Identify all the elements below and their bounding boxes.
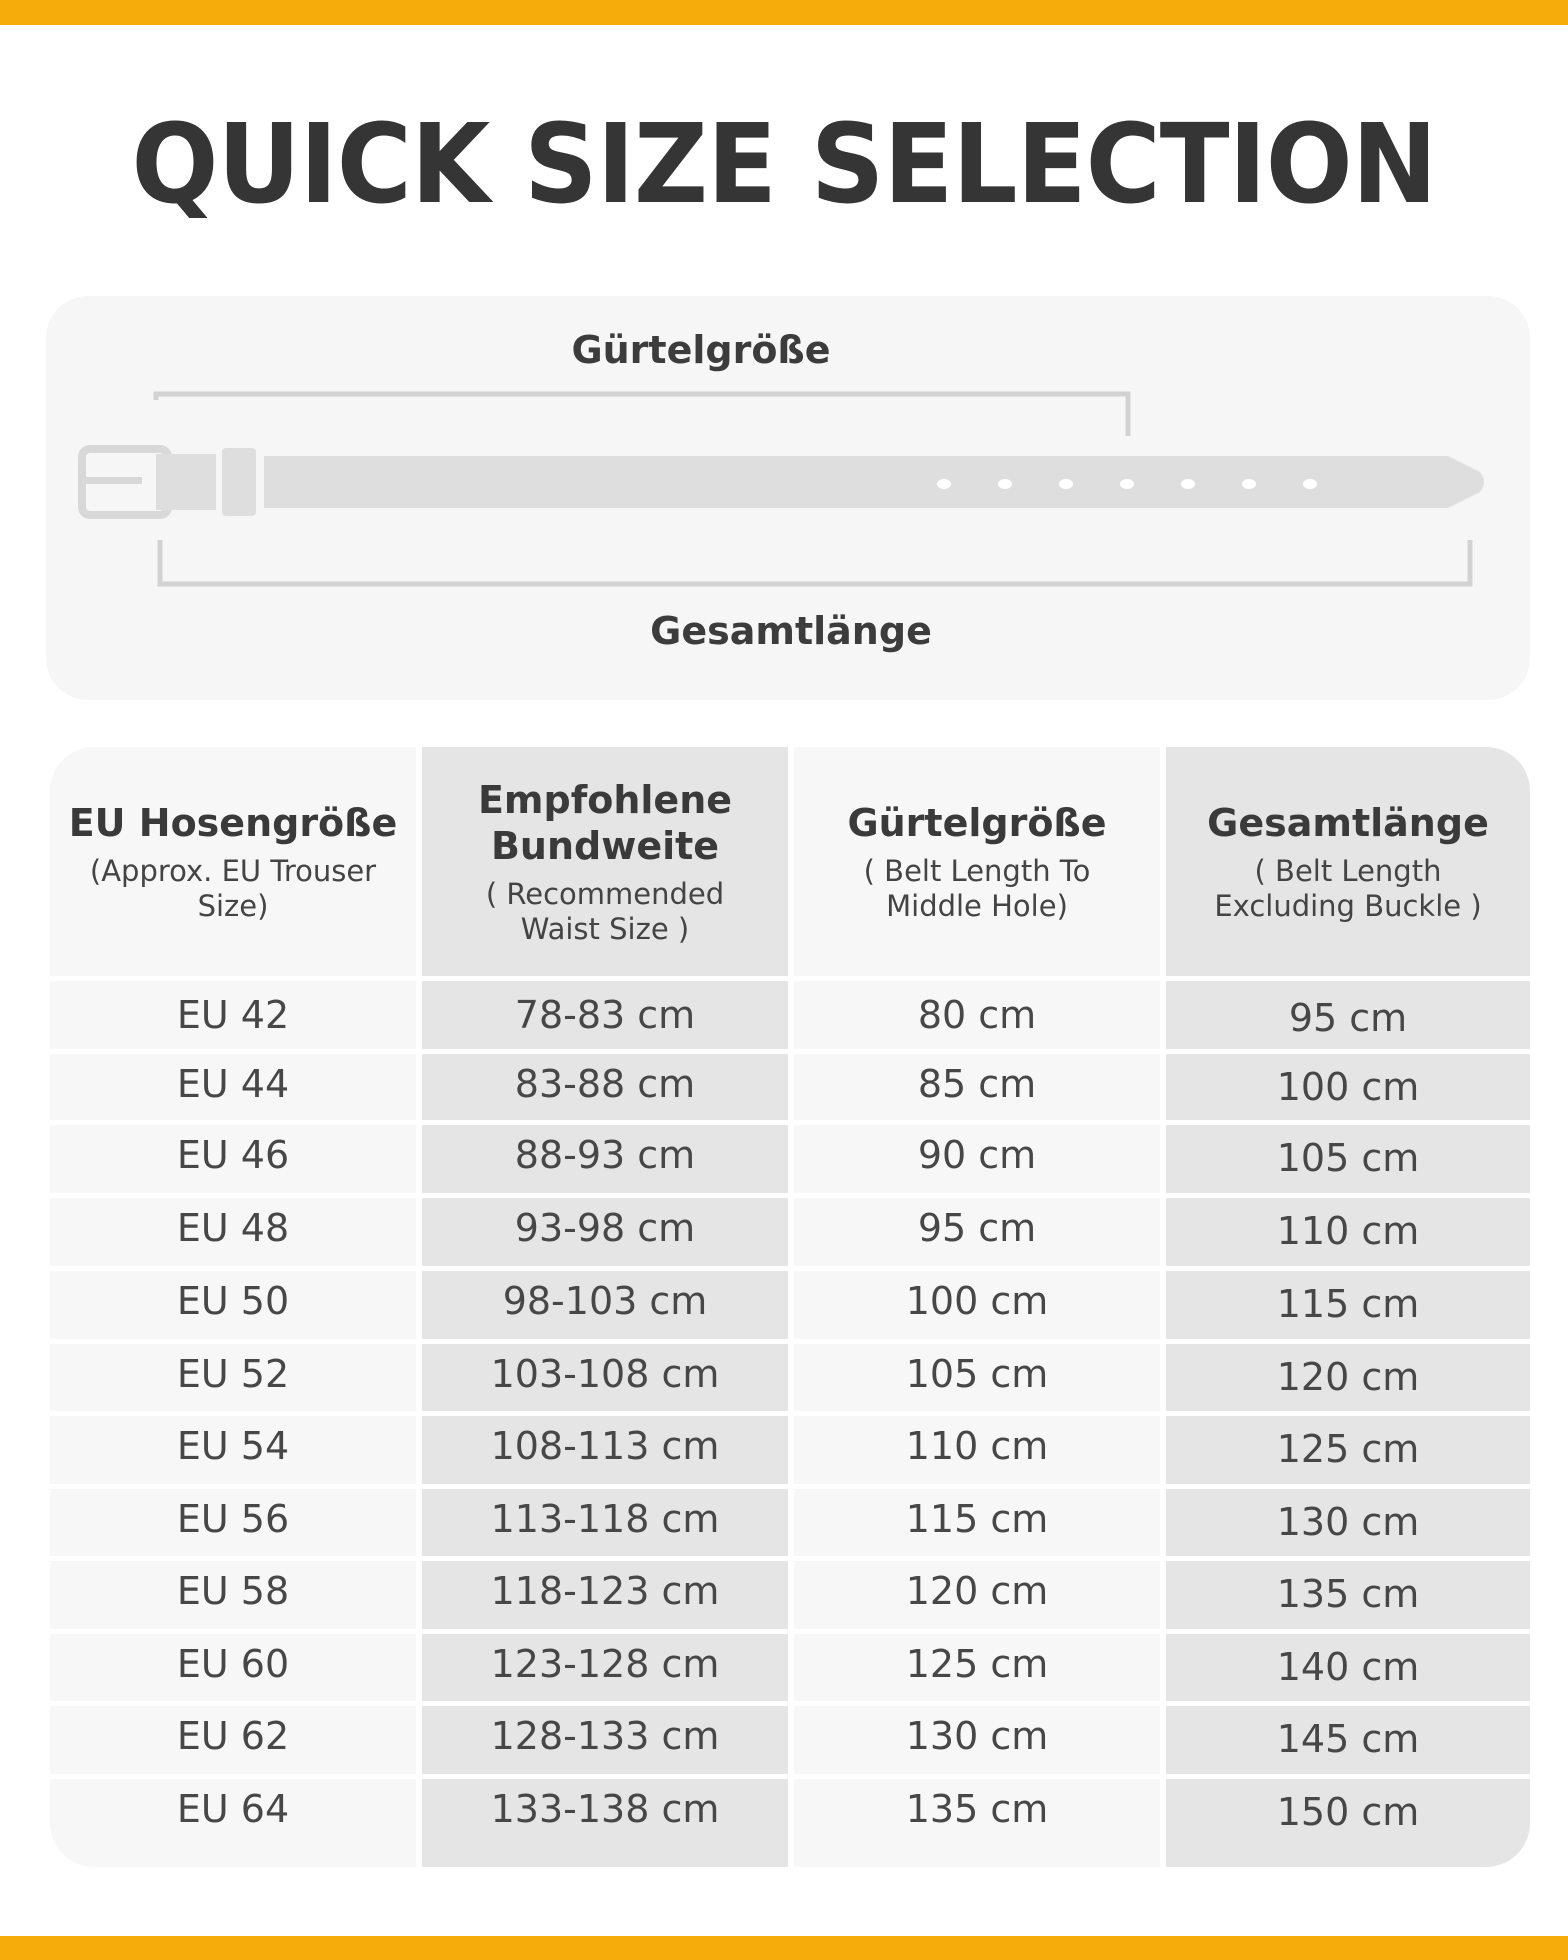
table-cell: 105 cm [905, 1352, 1049, 1396]
header-waist-size: Empfohlene Bundweite ( Recommended Waist Size ) [477, 778, 733, 946]
page-title: QUICK SIZE SELECTION [131, 100, 1437, 228]
table-cell: 85 cm [917, 1062, 1037, 1106]
table-cell: EU 58 [176, 1569, 290, 1613]
table-cell: 78-83 cm [514, 993, 696, 1037]
table-cell: 105 cm [1276, 1136, 1420, 1180]
header-total-length: Gesamtlänge ( Belt Length Excluding Buckle ) [1207, 801, 1489, 923]
belt-diagram [46, 296, 1530, 700]
table-cell: 110 cm [905, 1424, 1049, 1468]
header-belt-size: Gürtelgröße ( Belt Length To Middle Hole) [847, 801, 1107, 923]
bottom-accent-bar [0, 1936, 1568, 1960]
table-cell: 120 cm [1276, 1355, 1420, 1399]
table-cell: 108-113 cm [490, 1424, 720, 1468]
table-cell: 128-133 cm [490, 1714, 720, 1758]
table-cell: 95 cm [1288, 996, 1408, 1040]
table-cell: 145 cm [1276, 1717, 1420, 1761]
table-cell: 123-128 cm [490, 1642, 720, 1686]
belt-size-bracket [156, 394, 1128, 436]
table-cell: 113-118 cm [490, 1497, 720, 1541]
table-cell: 135 cm [905, 1787, 1049, 1831]
table-cell: 95 cm [917, 1206, 1037, 1250]
top-accent-bar [0, 0, 1568, 25]
belt-base [156, 454, 216, 510]
table-cell: 130 cm [1276, 1500, 1420, 1544]
table-cell: 103-108 cm [490, 1352, 720, 1396]
table-cell: EU 62 [176, 1714, 290, 1758]
table-cell: EU 48 [176, 1206, 290, 1250]
table-cell: 98-103 cm [502, 1279, 708, 1323]
table-cell: 110 cm [1276, 1209, 1420, 1253]
column-divider [1160, 747, 1166, 1867]
table-cell: EU 50 [176, 1279, 290, 1323]
table-cell: 130 cm [905, 1714, 1049, 1758]
table-cell: 125 cm [905, 1642, 1049, 1686]
table-cell: 88-93 cm [514, 1133, 696, 1177]
table-cell: 125 cm [1276, 1427, 1420, 1471]
table-cell: 80 cm [917, 993, 1037, 1037]
table-cell: 115 cm [1276, 1282, 1420, 1326]
table-cell: 90 cm [917, 1133, 1037, 1177]
table-cell: EU 60 [176, 1642, 290, 1686]
belt-loop [222, 448, 256, 516]
table-cell: 140 cm [1276, 1645, 1420, 1689]
belt-strap [264, 456, 1484, 508]
column-eu-size [50, 747, 416, 1867]
table-cell: 100 cm [905, 1279, 1049, 1323]
table-cell: EU 56 [176, 1497, 290, 1541]
table-cell: EU 54 [176, 1424, 290, 1468]
belt-size-label: Gürtelgröße [571, 328, 831, 372]
column-divider [416, 747, 422, 1867]
size-table [50, 747, 1530, 1867]
table-cell: 100 cm [1276, 1065, 1420, 1109]
table-cell: 150 cm [1276, 1790, 1420, 1834]
table-cell: 118-123 cm [490, 1569, 720, 1613]
column-waist-size [422, 747, 788, 1867]
table-cell: 120 cm [905, 1569, 1049, 1613]
table-cell: EU 42 [176, 993, 290, 1037]
table-cell: 135 cm [1276, 1572, 1420, 1616]
table-cell: EU 64 [176, 1787, 290, 1831]
column-total-length [1166, 747, 1530, 1867]
table-cell: 93-98 cm [514, 1206, 696, 1250]
column-divider [788, 747, 794, 1867]
table-cell: EU 52 [176, 1352, 290, 1396]
table-cell: EU 44 [176, 1062, 290, 1106]
table-cell: 115 cm [905, 1497, 1049, 1541]
table-cell: 83-88 cm [514, 1062, 696, 1106]
header-eu-size: EU Hosengröße (Approx. EU Trouser Size) [68, 801, 398, 923]
column-belt-size [794, 747, 1160, 1867]
total-length-label: Gesamtlänge [650, 609, 932, 653]
table-cell: 133-138 cm [490, 1787, 720, 1831]
total-length-bracket [160, 540, 1470, 584]
table-cell: EU 46 [176, 1133, 290, 1177]
